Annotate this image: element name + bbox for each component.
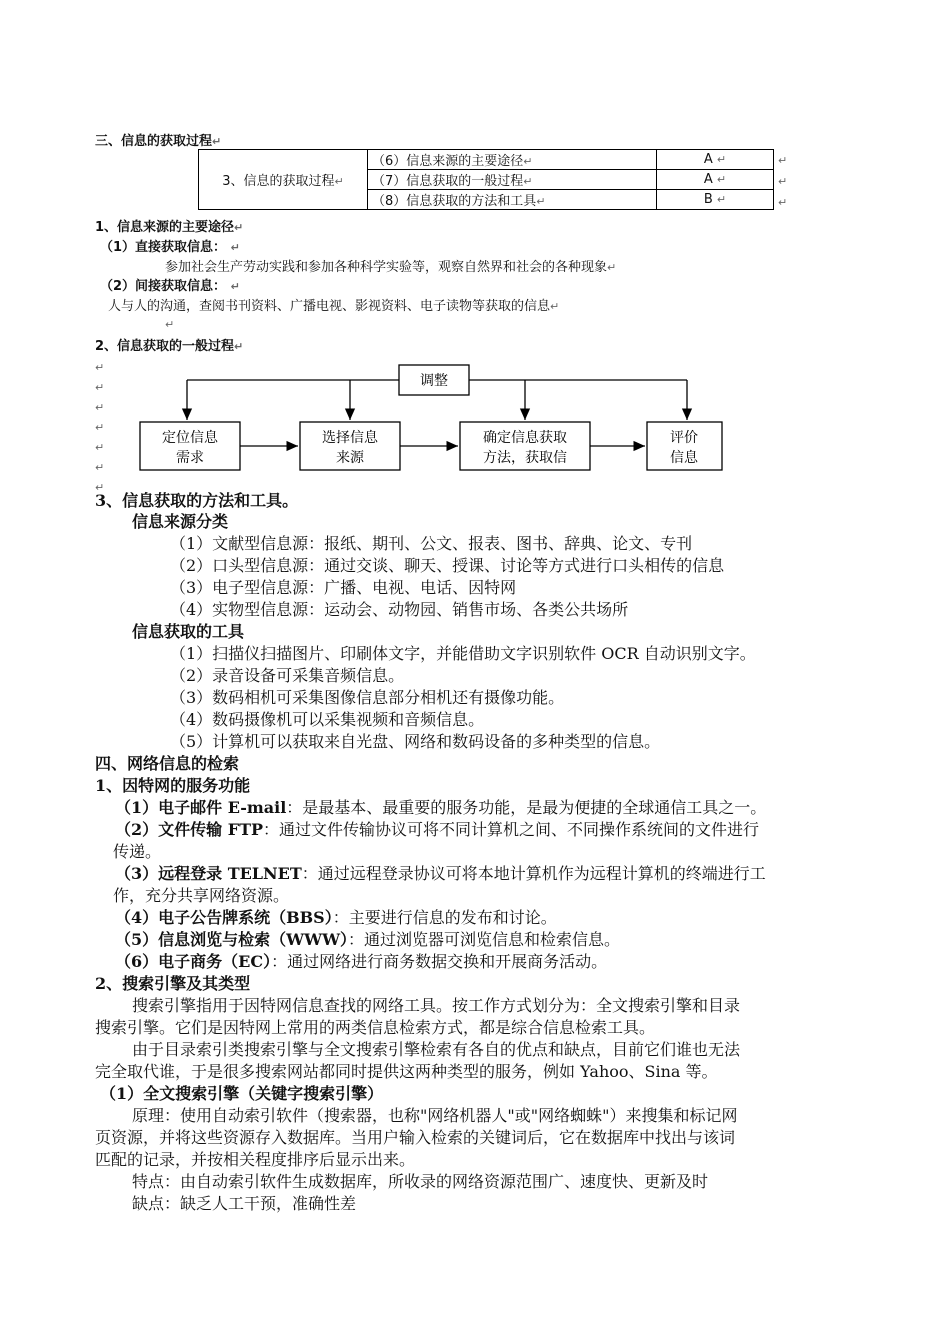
list-item: （4）电子公告牌系统（BBS）：主要进行信息的发布和讨论。: [115, 908, 557, 927]
table-item: （8）信息获取的方法和工具↵: [368, 190, 657, 210]
list-item: （4）实物型信息源：运动会、动物园、销售市场、各类公共场所: [170, 600, 629, 619]
process-flowchart: [135, 362, 735, 478]
methods-heading: 3、信息获取的方法和工具。: [95, 491, 299, 510]
paragraph-line: 缺点：缺乏人工干预，准确性差: [132, 1194, 357, 1213]
table-level: A ↵: [657, 170, 774, 190]
class-list: [170, 533, 724, 621]
step-label: 方法，获取信: [483, 450, 567, 466]
section4-heading: 四、网络信息的检索: [95, 754, 240, 773]
engine-heading: 2、搜索引擎及其类型: [95, 974, 251, 993]
step-label: 定位信息: [162, 430, 218, 446]
paragraph-line: 搜索引擎。它们是因特网上常用的两类信息检索方式，都是综合信息检索工具。: [95, 1018, 656, 1037]
direct-text: 参加社会生产劳动实践和参加各种科学实验等，观察自然界和社会的各种现象↵: [165, 260, 617, 275]
list-item: （2）文件传输 FTP：通过文件传输协议可将不同计算机之间、不同操作系统间的文件进行: [115, 820, 760, 839]
list-item-continuation: 传递。: [113, 842, 162, 861]
list-item: （2）录音设备可采集音频信息。: [170, 666, 405, 685]
table-level: A ↵: [657, 150, 774, 170]
sources-heading: 1、信息来源的主要途径↵: [95, 220, 244, 235]
list-item: （6）电子商务（EC）：通过网络进行商务数据交换和开展商务活动。: [115, 952, 608, 971]
adjust-label: 调整: [420, 373, 448, 389]
list-item: （5）信息浏览与检索（WWW）：通过浏览器可浏览信息和检索信息。: [115, 930, 621, 949]
paragraph-mark: ↵: [778, 175, 788, 188]
list-item: （4）数码摄像机可以采集视频和音频信息。: [170, 710, 485, 729]
table-item: （7）信息获取的一般过程↵: [368, 170, 657, 190]
step-label: 信息: [670, 450, 698, 466]
list-item: （2）口头型信息源：通过交谈、聊天、授课、讨论等方式进行口头相传的信息: [170, 556, 725, 575]
step-label: 评价: [670, 430, 698, 446]
paragraph-line: 完全取代谁，于是很多搜索网站都同时提供这两种类型的服务，例如 Yahoo、Sina 等。: [95, 1062, 718, 1081]
process-heading: 2、信息获取的一般过程↵: [95, 339, 244, 354]
step-label: 来源: [336, 450, 364, 466]
paragraph-line: 搜索引擎指用于因特网信息查找的网络工具。按工作方式划分为：全文搜索引擎和目录: [132, 996, 741, 1015]
indirect-text: 人与人的沟通，查阅书刊资料、广播电视、影视资料、电子读物等获取的信息↵: [108, 299, 560, 314]
table-row-header: 3、信息的获取过程↵: [199, 150, 368, 210]
list-item-continuation: 作，充分共享网络资源。: [113, 886, 290, 905]
paragraph-marks-column: ↵ ↵ ↵ ↵ ↵ ↵ ↵: [95, 361, 105, 494]
paragraph-line: 特点：由自动索引软件生成数据库，所收录的网络资源范围广、速度快、更新及时: [132, 1172, 709, 1191]
fulltext-paragraph: [95, 1105, 737, 1215]
paragraph-mark: ↵: [778, 196, 788, 209]
objectives-table: [198, 149, 774, 210]
tools-list: [170, 643, 756, 753]
fulltext-heading: （1）全文搜索引擎（关键字搜索引擎）: [100, 1084, 384, 1103]
services-list: [115, 797, 875, 973]
paragraph-line: 原理：使用自动索引软件（搜索器，也称"网络机器人"或"网络蜘蛛"）来搜集和标记网: [132, 1106, 738, 1125]
class-heading: 信息来源分类: [132, 512, 229, 531]
table-item: （6）信息来源的主要途径↵: [368, 150, 657, 170]
section3-heading: 三、信息的获取过程↵: [95, 134, 222, 149]
list-item: （5）计算机可以获取来自光盘、网络和数码设备的多种类型的信息。: [170, 732, 661, 751]
indirect-label: （2）间接获取信息： ↵: [100, 279, 240, 294]
paragraph-line: 由于目录索引类搜索引擎与全文搜索引擎检索有各自的优点和缺点，目前它们谁也无法: [132, 1040, 741, 1059]
paragraph-mark: ↵: [165, 318, 175, 331]
list-item: （3）电子型信息源：广播、电视、电话、因特网: [170, 578, 517, 597]
services-heading: 1、因特网的服务功能: [95, 776, 251, 795]
paragraph-line: 页资源，并将这些资源存入数据库。当用户输入检索的关键词后，它在数据库中找出与该词: [95, 1128, 736, 1147]
step-label: 确定信息获取: [483, 430, 567, 446]
list-item: （1）电子邮件 E-mail：是最基本、最重要的服务功能，是最为便捷的全球通信工具之一。: [115, 798, 767, 817]
paragraph-line: 匹配的记录，并按相关程度排序后显示出来。: [95, 1150, 416, 1169]
direct-label: （1）直接获取信息： ↵: [100, 240, 240, 255]
step-label: 选择信息: [322, 430, 378, 446]
list-item: （1）扫描仪扫描图片、印刷体文字，并能借助文字识别软件 OCR 自动识别文字。: [170, 644, 756, 663]
engine-paragraph: [95, 995, 740, 1083]
list-item: （1）文献型信息源：报纸、期刊、公文、报表、图书、辞典、论文、专刊: [170, 534, 693, 553]
list-item: （3）远程登录 TELNET：通过远程登录协议可将本地计算机作为远程计算机的终端进行工: [115, 864, 766, 883]
paragraph-mark: ↵: [778, 154, 788, 167]
table-level: B ↵: [657, 190, 774, 210]
step-label: 需求: [176, 450, 204, 466]
table-row: [199, 150, 774, 170]
tools-heading: 信息获取的工具: [132, 622, 245, 641]
list-item: （3）数码相机可采集图像信息部分相机还有摄像功能。: [170, 688, 565, 707]
